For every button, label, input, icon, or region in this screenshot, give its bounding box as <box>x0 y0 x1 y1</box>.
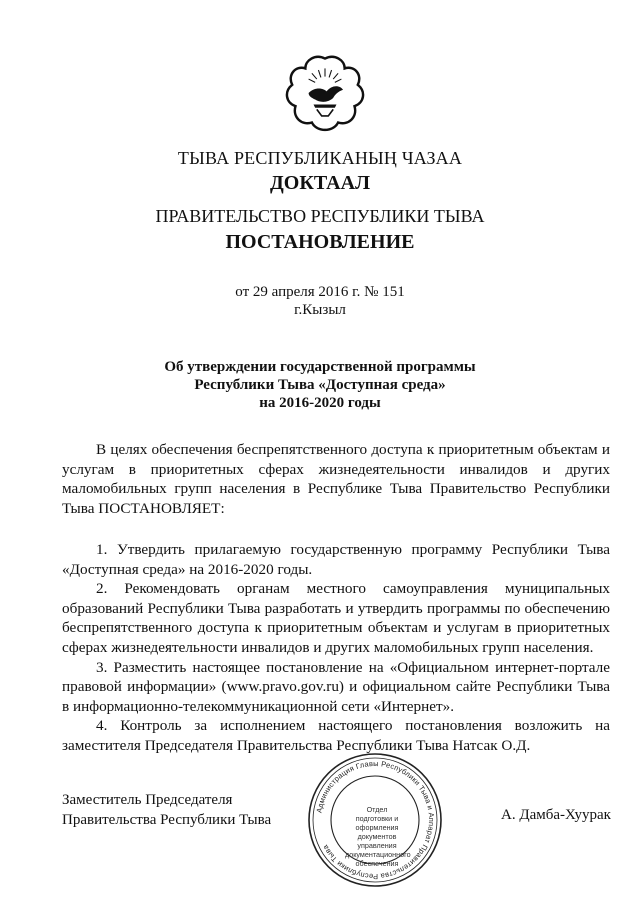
preamble-text: В целях обеспечения беспрепятственного доступа к приоритетным объектам и услугам в приоритетных сферах жизнедеятельности инвалидов и других маломобильных групп населения в Республике Тыва Правительство Республики Тыва ПОСТАНОВЛЯЕТ: <box>62 441 610 517</box>
resolution-item: 4. Контроль за исполнением настоящего постановления возложить на заместителя Председателя Правительства Республики Тыва Натсак О.Д. <box>62 717 610 754</box>
document-title <box>0 358 640 412</box>
document-city: г.Кызыл <box>294 302 346 318</box>
signatory-position <box>62 790 271 830</box>
tuva-document-type: ДОКТААЛ <box>270 172 370 194</box>
resolution-item: 2. Рекомендовать органам местного самоуправления муниципальных образований Республики Тыва разработать и утвердить программы по обеспечению беспрепятственного доступа к приоритетным объектам и услугам в приоритетных сферах жизнедеятельности инвалидов и других маломобильных групп населения. <box>62 580 610 656</box>
signatory-position-line: Заместитель Председателя <box>62 792 233 808</box>
resolution-items <box>62 540 610 756</box>
title-line: Об утверждении государственной программы <box>164 359 476 375</box>
government-name: ПРАВИТЕЛЬСТВО РЕСПУБЛИКИ ТЫВА <box>155 206 485 226</box>
seal-center-text: Отдел подготовки и оформления документов управления документационного обеспечения <box>345 805 411 868</box>
svg-text:Администрация Главы Республики: Администрация Главы Республики Тыва и Аппарат Правительства Республики Тыва <box>314 758 437 882</box>
resolution-item: 3. Разместить настоящее постановление на «Официальном интернет-портале правовой информации» (www.pravo.gov.ru) и официальном сайте Республики Тыва в информационно-телекоммуникационной сети «Интернет». <box>62 658 610 715</box>
signatory-position-line: Правительства Республики Тыва <box>62 812 272 828</box>
title-line: Республики Тыва «Доступная среда» <box>194 377 446 393</box>
signatory-name: А. Дамба-Хуурак <box>501 807 611 823</box>
preamble <box>62 440 610 518</box>
coat-of-arms-emblem <box>284 52 366 134</box>
document-date-number: от 29 апреля 2016 г. № 151 <box>235 284 405 300</box>
tuva-government-name: ТЫВА РЕСПУБЛИКАНЫҢ ЧАЗАА <box>177 148 463 168</box>
document-type: ПОСТАНОВЛЕНИЕ <box>225 231 415 253</box>
resolution-item: 1. Утвердить прилагаемую государственную программу Республики Тыва «Доступная среда» на 2016-2020 годы. <box>62 541 610 578</box>
title-line: на 2016-2020 годы <box>259 395 381 411</box>
